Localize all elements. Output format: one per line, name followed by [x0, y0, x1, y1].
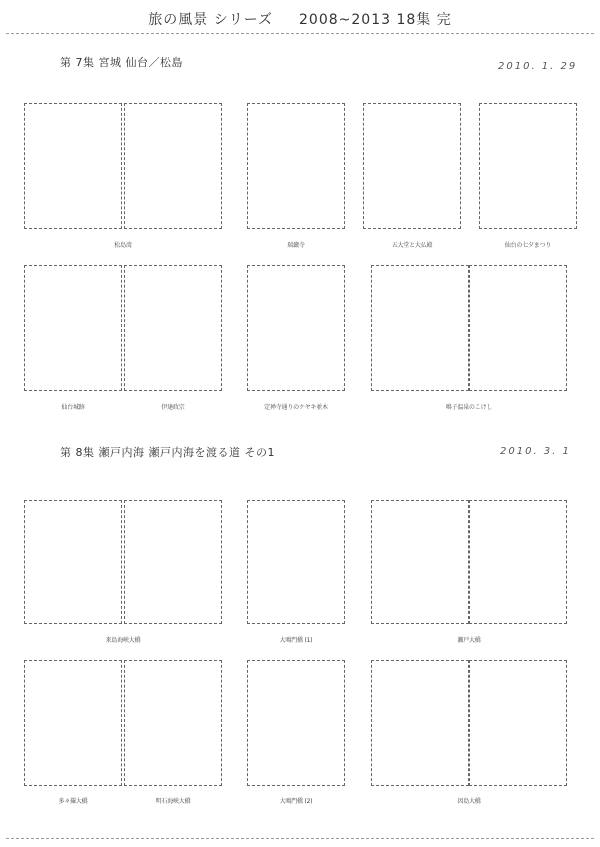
- stamp-frame: [247, 660, 345, 786]
- stamp-caption: 五大堂と大仏殿: [391, 242, 433, 249]
- stamp-frame: [247, 265, 345, 391]
- stamp-frame: [469, 660, 567, 786]
- header-title: [0, 9, 600, 29]
- stamp-frame: [469, 500, 567, 624]
- stamp-frame: [124, 103, 222, 229]
- stamp-frame: [124, 500, 222, 624]
- series-title: 旅の風景 シリーズ: [148, 12, 274, 28]
- stamp-frame: [24, 265, 122, 391]
- stamp-frame: [247, 500, 345, 624]
- stamp-caption: 明石海峡大橋: [155, 798, 191, 805]
- stamp-frame: [479, 103, 577, 229]
- stamp-frame: [124, 265, 222, 391]
- stamp-caption: 瀬戸大橋: [457, 637, 481, 644]
- stamp-caption: 伊達政宗: [161, 404, 185, 411]
- stamp-caption: 松島湾: [114, 242, 132, 249]
- series-subtitle: 2008~2013 18集 完: [299, 12, 452, 28]
- stamp-caption: 大鳴門橋 (2): [279, 798, 313, 805]
- stamp-frame: [371, 660, 469, 786]
- stamp-caption: 仙台城跡: [61, 404, 85, 411]
- stamp-caption: 大鳴門橋 (1): [279, 637, 313, 644]
- bottom-divider: [6, 838, 594, 839]
- stamp-frame: [24, 660, 122, 786]
- stamp-caption: 来島海峡大橋: [105, 637, 141, 644]
- stamp-frame: [24, 500, 122, 624]
- stamp-frame: [371, 265, 469, 391]
- stamp-caption: 瑞巌寺: [287, 242, 305, 249]
- stamp-frame: [247, 103, 345, 229]
- issue-date: 2010. 1. 29: [498, 61, 578, 72]
- stamp-caption: 多々羅大橋: [58, 798, 88, 805]
- stamp-frame: [371, 500, 469, 624]
- stamp-frame: [469, 265, 567, 391]
- issue-date: 2010. 3. 1: [500, 446, 571, 457]
- stamp-caption: 仙台の七夕まつり: [504, 242, 552, 249]
- issue-title: 第 8集 瀬戸内海 瀬戸内海を渡る道 その1: [60, 446, 275, 459]
- top-divider: [6, 33, 594, 34]
- stamp-frame: [124, 660, 222, 786]
- stamp-caption: 鳴子温泉のこけし: [445, 404, 493, 411]
- stamp-caption: 定禅寺通りのケヤキ並木: [264, 404, 328, 411]
- issue-title: 第 7集 宮城 仙台／松島: [60, 56, 183, 69]
- stamp-caption: 因島大橋: [457, 798, 481, 805]
- stamp-frame: [24, 103, 122, 229]
- stamp-frame: [363, 103, 461, 229]
